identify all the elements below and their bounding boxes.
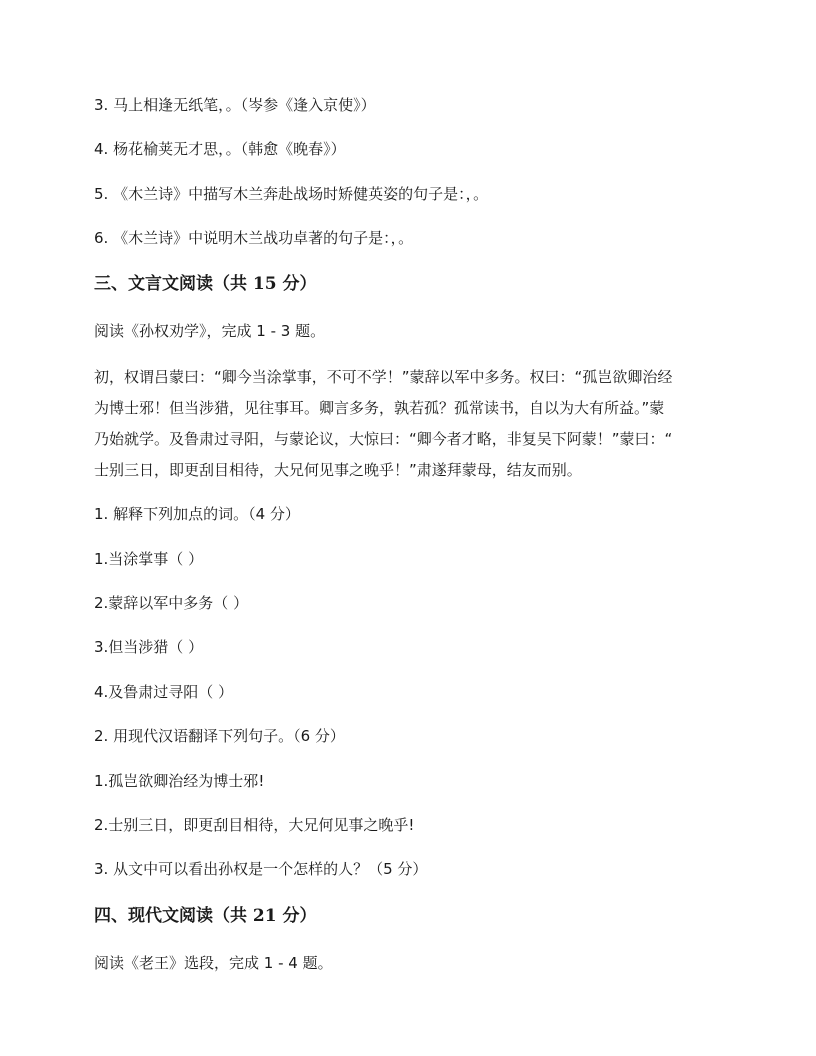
question-1-item: 1.当涂掌事（ ）	[94, 550, 204, 568]
question-1-item: 3.但当涉猎（ ）	[94, 638, 204, 656]
question-1-title: 1. 解释下列加点的词。（4 分）	[94, 505, 300, 523]
section-3-heading: 三、文言文阅读（共 15 分）	[94, 274, 317, 294]
question-3-title: 3. 从文中可以看出孙权是一个怎样的人？（5 分）	[94, 860, 428, 878]
section-3-intro: 阅读《孙权劝学》，完成 1 - 3 题。	[94, 322, 326, 340]
poetry-question-4: 4. 杨花榆荚无才思，。（韩愈《晚春》）	[94, 140, 346, 158]
question-2-item: 1.孤岂欲卿治经为博士邪!	[94, 772, 265, 790]
poetry-question-5: 5. 《木兰诗》中描写木兰奔赴战场时矫健英姿的句子是：，。	[94, 185, 489, 203]
passage-line: 为博士邪！但当涉猎，见往事耳。卿言多务，孰若孤？孤常读书，自以为大有所益。”蒙	[94, 399, 665, 417]
passage-line: 士别三日，即更刮目相待，大兄何见事之晚乎！”肃遂拜蒙母，结友而别。	[94, 461, 582, 479]
poetry-question-6: 6. 《木兰诗》中说明木兰战功卓著的句子是：，。	[94, 229, 414, 247]
question-2-title: 2. 用现代汉语翻译下列句子。（6 分）	[94, 727, 345, 745]
classical-passage	[94, 362, 724, 486]
question-2-item: 2.士别三日，即更刮目相待，大兄何见事之晚乎!	[94, 816, 415, 834]
section-4-intro: 阅读《老王》选段，完成 1 - 4 题。	[94, 954, 333, 972]
passage-line: 乃始就学。及鲁肃过寻阳，与蒙论议，大惊曰：“卿今者才略，非复吴下阿蒙！”蒙曰：“	[94, 430, 673, 448]
question-1-item: 4.及鲁肃过寻阳（ ）	[94, 683, 234, 701]
passage-line: 初，权谓吕蒙曰：“卿今当涂掌事，不可不学！”蒙辞以军中多务。权曰：“孤岂欲卿治经	[94, 368, 673, 386]
poetry-question-3: 3. 马上相逢无纸笔，。（岑参《逢入京使》）	[94, 96, 376, 114]
question-1-item: 2.蒙辞以军中多务（ ）	[94, 594, 249, 612]
section-4-heading: 四、现代文阅读（共 21 分）	[94, 906, 317, 926]
